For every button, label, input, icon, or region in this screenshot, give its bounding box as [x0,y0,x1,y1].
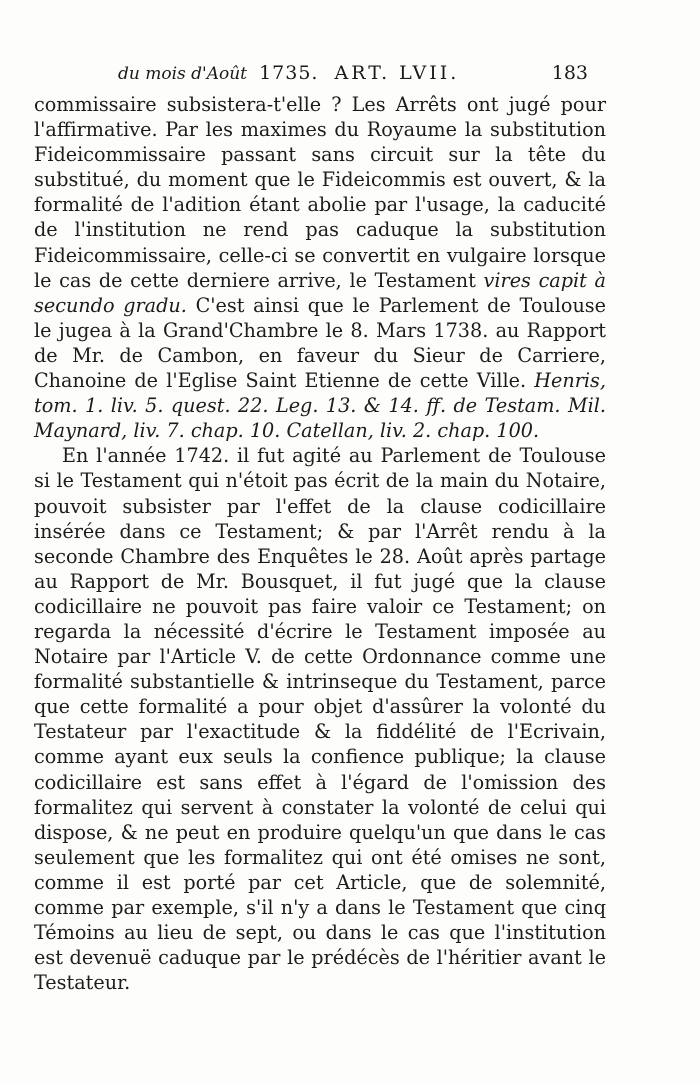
paragraph-1-latin-phrase: vires capit à secundo gradu. [34,268,606,317]
paragraph-1-text-a: commissaire subsistera-t'elle ? Les Arrêts ont jugé pour l'affirmative. Par les maximes du Royaume la substitution Fideicommissaire passant sans circuit sur la tête du substitué, du moment que le Fideicommis est ouvert, & la formalité de l'adition étant abolie par l'usage, la caducité de l'institution ne rend pas caduque la substitution Fideicommissaire, celle-ci se convertit en vulgaire lorsque le cas de cette derniere arrive, le Testament [34,93,606,292]
paragraph-1-citations: Henris, tom. 1. liv. 5. quest. 22. Leg. 13. & 14. ff. de Testam. Mil. Maynard, liv. 7. chap. 10. Catellan, liv. 2. chap. 100. [34,369,606,443]
running-head-article: ART. LVII. [334,62,460,84]
paragraph-2: En l'année 1742. il fut agité au Parlement de Toulouse si le Testament qui n'étoit pas écrit de la main du Notaire, pouvoit subsister par l'effet de la clause codicillaire insérée dans ce Testament; & par l'Arrêt rendu à la seconde Chambre des Enquêtes le 28. Août après partage au Rapport de Mr. Bousquet, il fut jugé que la clause codicillaire ne pouvoit pas faire valoir ce Testament; on regarda la nécessité d'écrire le Testament imposée au Notaire par l'Article V. de cette Ordonnance comme une formalité substantielle & intrinseque du Testament, parce que cette formalité a pour objet d'assûrer la volonté du Testateur par l'exactitude & la fiddélité de l'Ecrivain, comme ayant eux seuls la confience publique; la clause codicillaire est sans effet à l'égard de l'omission des formalitez qui servent à constater la volonté de celui qui dispose, & ne peut en produire quelqu'un que dans le cas seulement que les formalitez qui ont été omises ne sont, comme il est porté par cet Article, que de solemnité, comme par exemple, s'il n'y a dans le Testament que cinq Témoins au lieu de sept, ou dans le cas que l'institution est devenuë caduque par le prédécès de l'héritier avant le Testateur. [34,444,606,995]
body-text [34,92,606,995]
paragraph-1 [34,92,606,443]
running-head [118,62,588,84]
paragraph-1-text-b: C'est ainsi que le Parlement de Toulouse le jugea à la Grand'Chambre le 8. Mars 1738. au Rapport de Mr. de Cambon, en faveur du Sieur de Carriere, Chanoine de l'Eglise Saint Etienne de cette Ville. [34,293,607,393]
running-head-title: du mois d'Août [118,64,248,84]
running-head-year: 1735. [259,62,319,84]
page-number: 183 [551,62,588,84]
